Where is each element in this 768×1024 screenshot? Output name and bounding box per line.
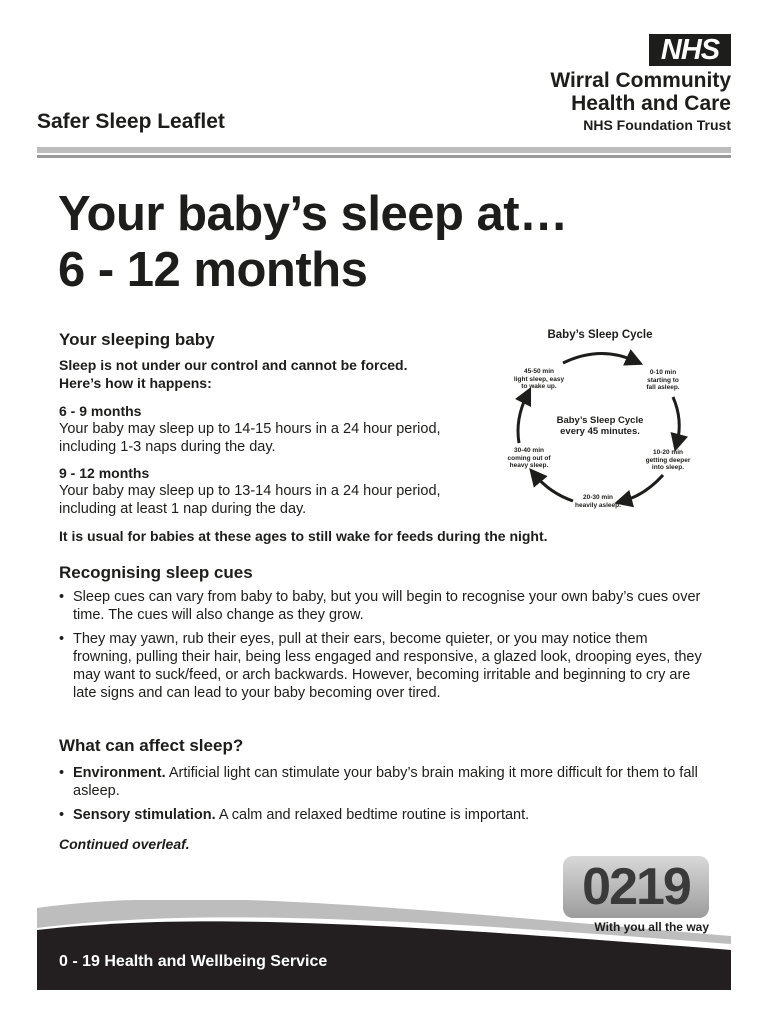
age-description: Your baby may sleep up to 14-15 hours in a 24 hour period, including 1-3 naps during the day. — [59, 421, 441, 455]
section-heading-sleeping-baby: Your sleeping baby — [59, 330, 215, 349]
item-label: Environment. — [73, 765, 166, 781]
item-text: Artificial light can stimulate your baby’s brain making it more difficult for them to fall asleep. — [73, 765, 698, 799]
stage-time: 10-20 min — [653, 449, 683, 456]
center-line1: Baby’s Sleep Cycle — [556, 415, 644, 426]
org-name-line1: Wirral Community — [550, 69, 731, 92]
stage-desc: heavily asleep. — [575, 501, 621, 509]
page-title-line1: Your baby’s sleep at… — [58, 187, 568, 241]
cycle-arrow — [673, 397, 679, 443]
age-group-6-9 — [59, 402, 449, 456]
cycle-stage-20-30 — [568, 494, 628, 509]
stage-desc: to wake up. — [521, 383, 557, 390]
list-item: • Sleep cues can vary from baby to baby, but you will begin to recognise your own baby’s cues over time. The cues will also change as they grow. — [59, 588, 709, 624]
stage-desc: starting to — [647, 376, 679, 384]
cycle-arrow — [518, 395, 527, 443]
age-label: 6 - 9 months — [59, 403, 142, 419]
item-label: Sensory stimulation. — [73, 807, 216, 823]
stage-desc: fall asleep. — [646, 384, 680, 391]
list-item — [59, 806, 709, 824]
sleep-cycle-title: Baby’s Sleep Cycle — [547, 329, 653, 341]
section-heading-affect-sleep: What can affect sleep? — [59, 736, 244, 755]
section-intro — [59, 356, 469, 392]
sleep-cycle-diagram — [495, 325, 705, 515]
cycle-arrow — [623, 475, 663, 501]
leaflet-title: Safer Sleep Leaflet — [37, 110, 225, 133]
affect-sleep-list — [59, 764, 709, 830]
stage-desc: heavy sleep. — [509, 462, 549, 469]
service-name: 0 - 19 Health and Wellbeing Service — [59, 953, 328, 970]
stage-time: 0-10 min — [649, 369, 677, 376]
stage-time: 45-50 min — [524, 368, 554, 375]
organisation-subtitle: NHS Foundation Trust — [583, 117, 731, 133]
cycle-stage-0-10 — [633, 369, 693, 392]
stage-time: 30-40 min — [514, 447, 544, 454]
section-heading-sleep-cues: Recognising sleep cues — [59, 563, 253, 582]
cycle-stage-45-50 — [509, 368, 569, 391]
stage-desc: getting deeper — [645, 456, 691, 464]
page-title — [58, 186, 568, 298]
cycle-stage-10-20 — [638, 449, 698, 472]
cycle-arrow — [563, 353, 635, 363]
organisation-name — [550, 69, 731, 115]
logo-tagline: With you all the way — [594, 920, 709, 934]
continued-overleaf: Continued overleaf. — [59, 836, 190, 852]
page-title-line2: 6 - 12 months — [58, 243, 368, 297]
header-divider — [37, 147, 731, 153]
header-divider-thin — [37, 155, 731, 158]
list-item — [59, 764, 709, 800]
intro-line2: Here’s how it happens: — [59, 375, 212, 391]
org-name-line2: Health and Care — [571, 92, 731, 115]
center-line2: every 45 minutes. — [560, 426, 640, 437]
stage-desc: coming out of — [507, 454, 551, 462]
stage-time: 20-30 min — [583, 494, 613, 501]
list-item: • They may yawn, rub their eyes, pull at their ears, become quieter, or you may notice them frowning, pulling their hair, being less engaged and responsive, a glazed look, drooping eyes, they may want to suck/feed, or arch backwards. However, becoming irritable and beginning to cry are late signs and can lead to your baby becoming over tired. — [59, 630, 709, 702]
night-feeds-note: It is usual for babies at these ages to still wake for feeds during the night. — [59, 528, 548, 544]
intro-line1: Sleep is not under our control and cannot be forced. — [59, 357, 408, 373]
sleep-cues-list — [59, 588, 709, 708]
nhs-logo: NHS — [649, 34, 731, 66]
age-group-9-12 — [59, 464, 449, 518]
sleep-cycle-center-label — [543, 415, 657, 437]
age-description: Your baby may sleep up to 13-14 hours in a 24 hour period, including at least 1 nap during the day. — [59, 483, 441, 517]
logo-number: 0219 — [582, 858, 690, 916]
0-19-logo — [563, 856, 709, 940]
age-label: 9 - 12 months — [59, 465, 150, 481]
stage-desc: light sleep, easy — [513, 375, 565, 383]
item-text: A calm and relaxed bedtime routine is important. — [215, 807, 530, 823]
stage-desc: into sleep. — [651, 464, 685, 471]
cycle-stage-30-40 — [499, 447, 559, 470]
